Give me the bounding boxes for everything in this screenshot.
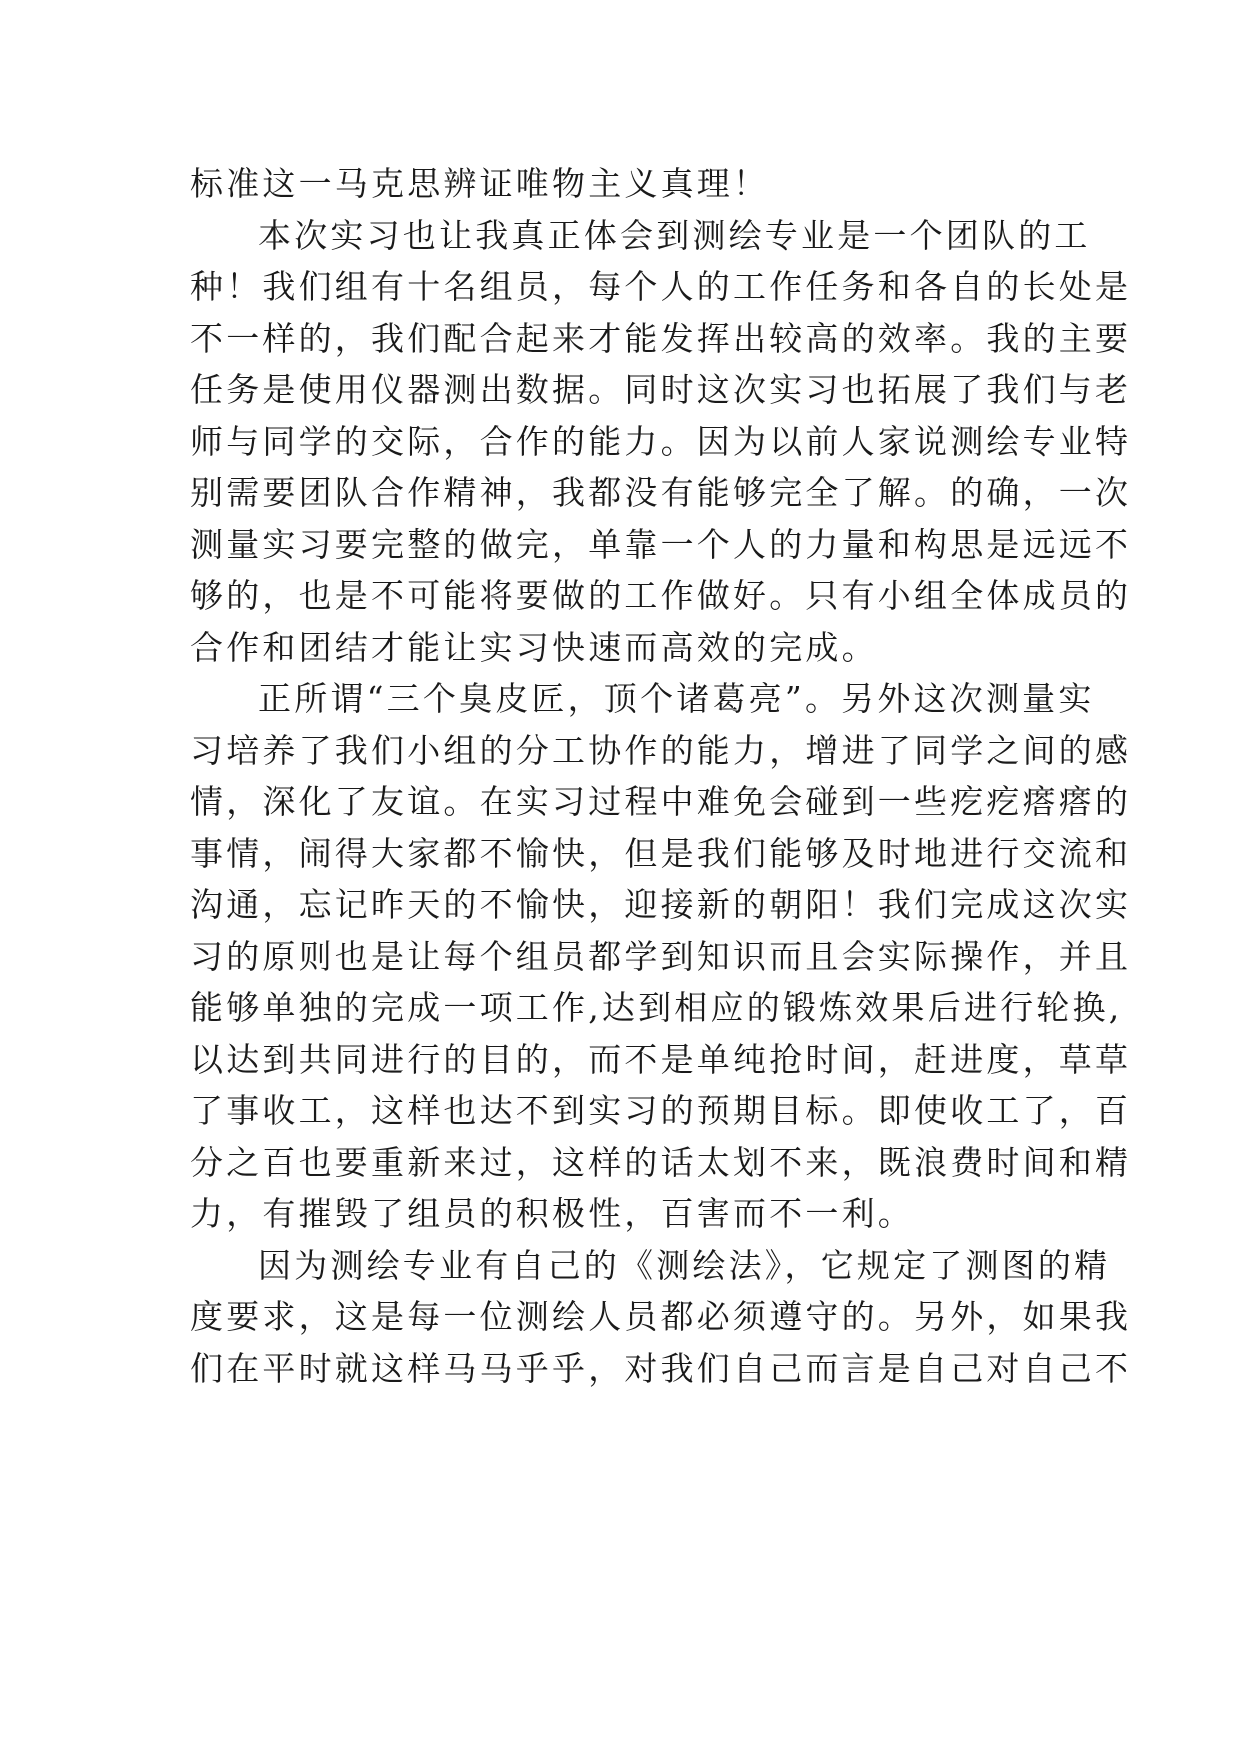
- text-line: 不一样的，我们配合起来才能发挥出较高的效率。我的主要: [190, 318, 1132, 358]
- text-line: 别需要团队合作精神，我都没有能够完全了解。的确，一次: [190, 473, 1132, 512]
- text-line: 师与同学的交际，合作的能力。因为以前人家说测绘专业特: [190, 421, 1132, 461]
- paragraph-first-line: 正所谓“三个臭皮匠，顶个诸葛亮”。另外这次测量实: [258, 679, 1095, 718]
- paragraph-first-line: 本次实习也让我真正体会到测绘专业是一个团队的工: [258, 215, 1091, 255]
- text-line: 测量实习要完整的做完，单靠一个人的力量和构思是远远不: [190, 524, 1132, 564]
- paragraph-first-line: 因为测绘专业有自己的《测绘法》，它规定了测图的精: [258, 1245, 1111, 1285]
- text-line: 力，有摧毁了组员的积极性，百害而不一利。: [190, 1194, 914, 1233]
- text-line: 能够单独的完成一项工作,达到相应的锻炼效果后进行轮换,: [190, 988, 1123, 1027]
- text-line: 事情，闹得大家都不愉快，但是我们能够及时地进行交流和: [190, 833, 1132, 873]
- text-line: 合作和团结才能让实习快速而高效的完成。: [190, 627, 878, 667]
- text-line: 情，深化了友谊。在实习过程中难免会碰到一些疙疙瘩瘩的: [190, 782, 1132, 821]
- text-line: 标准这一马克思辨证唯物主义真理！: [190, 164, 770, 203]
- text-line: 够的，也是不可能将要做的工作做好。只有小组全体成员的: [190, 576, 1132, 615]
- text-line: 度要求，这是每一位测绘人员都必须遵守的。另外，如果我: [190, 1297, 1132, 1336]
- text-line: 了事收工，这样也达不到实习的预期目标。即使收工了，百: [190, 1091, 1132, 1130]
- text-line: 以达到共同进行的目的，而不是单纯抢时间，赶进度，草草: [190, 1039, 1132, 1079]
- text-line: 习培养了我们小组的分工协作的能力，增进了同学之间的感: [190, 730, 1132, 770]
- text-line: 沟通，忘记昨天的不愉快，迎接新的朝阳！我们完成这次实: [190, 885, 1132, 924]
- text-line: 种！我们组有十名组员，每个人的工作任务和各自的长处是: [190, 267, 1132, 306]
- text-line: 习的原则也是让每个组员都学到知识而且会实际操作，并且: [190, 936, 1132, 976]
- document-body: [190, 158, 1132, 1394]
- text-line: 任务是使用仪器测出数据。同时这次实习也拓展了我们与老: [190, 370, 1132, 409]
- text-line: 们在平时就这样马马乎乎，对我们自己而言是自己对自己不: [190, 1348, 1132, 1388]
- text-line: 分之百也要重新来过，这样的话太划不来，既浪费时间和精: [190, 1142, 1132, 1182]
